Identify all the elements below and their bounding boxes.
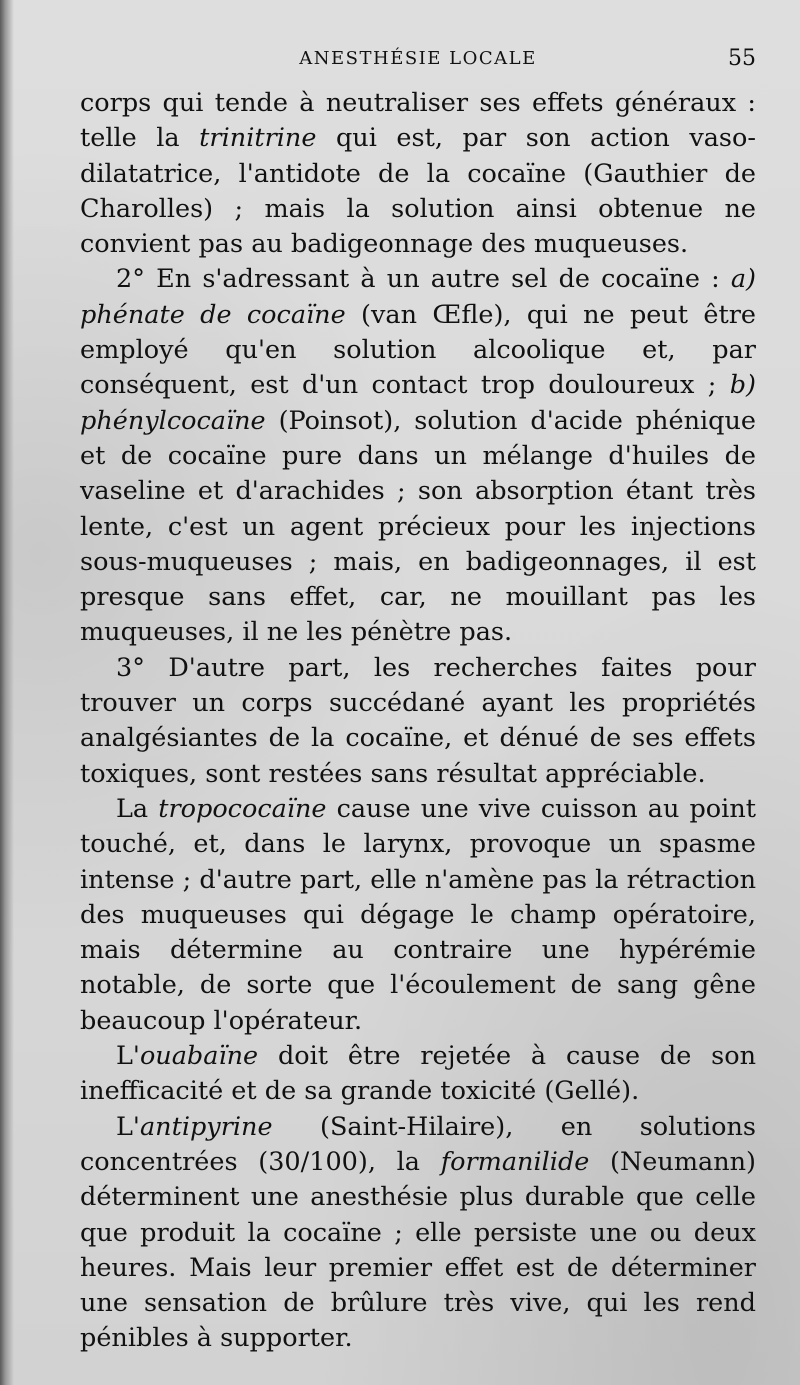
text-run: L' — [116, 1111, 140, 1142]
italic-term: b) phénylcocaïne — [80, 370, 756, 436]
running-head — [80, 48, 756, 74]
paragraph-continuation — [80, 86, 756, 262]
text-run: corps qui tende à neutraliser ses effets généraux : telle la — [80, 88, 756, 154]
paragraph-ouabaine — [80, 1039, 756, 1110]
italic-term: antipyrine — [139, 1111, 273, 1142]
page-number: 55 — [728, 46, 756, 71]
text-run: qui est, par son action vaso-dilatatrice, l'antidote de la cocaïne (Gauthier de Charolles) ; mais la solution ainsi obtenue ne convient pas au badigeonnage des muqueuses. — [80, 123, 756, 260]
text-run: cause une vive cuisson au point touché, et, dans le larynx, provoque un spasme intense ; d'autre part, elle n'amène pas la rétraction des muqueuses qui dégage le champ opératoire, mais détermine au contraire une hypérémie notable, de sorte que l'écoulement de sang gêne beaucoup l'opérateur. — [80, 793, 756, 1036]
paragraph-substitute-research — [80, 651, 756, 792]
text-run: 2° En s'adressant à un autre sel de cocaïne : — [116, 264, 731, 295]
paragraph-antipyrine — [80, 1110, 756, 1357]
text-run: L' — [116, 1041, 140, 1072]
italic-term: trinitrine — [199, 123, 317, 154]
italic-term: formanilide — [440, 1146, 590, 1177]
text-run: (Saint-Hilaire), en solutions concentrées (30/100), la — [80, 1111, 756, 1177]
text-run: (Neumann) déterminent une anesthésie plus durable que celle que produit la cocaïne ; elle persiste une ou deux heures. Mais leur premier effet est de déterminer une sensation de brûlure très vive, qui les rend pénibles à supporter. — [80, 1146, 756, 1354]
running-title: ANESTHÉSIE LOCALE — [299, 48, 537, 69]
binding-shadow — [0, 0, 14, 1385]
text-run: (Poinsot), solution d'acide phénique et de cocaïne pure dans un mélange d'huiles de vaseline et d'arachides ; son absorption étant très lente, c'est un agent précieux pour les injections sous-muqueuses ; mais, en badigeonnages, il est presque sans effet, car, ne mouillant pas les muqueuses, il ne les pénètre pas. — [80, 405, 756, 648]
text-run: La — [116, 793, 159, 824]
paragraph-other-cocaine-salt — [80, 262, 756, 650]
text-run: (van Œfle), qui ne peut être employé qu'en solution alcoolique et, par conséquent, est d'un contact trop douloureux ; — [80, 299, 756, 401]
body-text — [80, 86, 756, 1357]
text-run: doit être rejetée à cause de son inefficacité et de sa grande toxicité (Gellé). — [80, 1041, 756, 1107]
paragraph-tropococaine — [80, 792, 756, 1039]
text-run: 3° D'autre part, les recherches faites pour trouver un corps succédané ayant les propriétés analgésiantes de la cocaïne, et dénué de ses effets toxiques, sont restées sans résultat appréciable. — [80, 652, 756, 789]
italic-term: a) phénate de cocaïne — [80, 264, 756, 330]
italic-term: tropococaïne — [158, 793, 327, 824]
italic-term: ouabaïne — [139, 1041, 259, 1072]
